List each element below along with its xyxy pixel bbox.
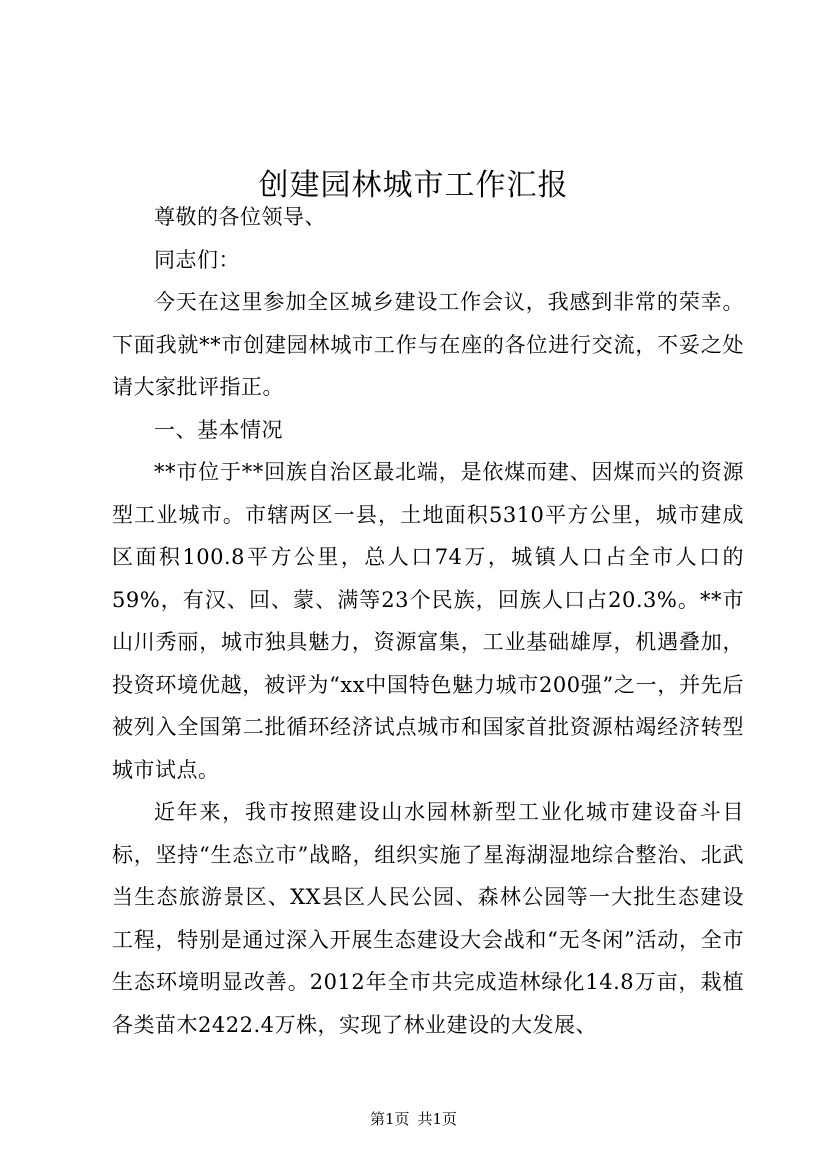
page-footer — [0, 1109, 827, 1129]
salutation-line-2: 同志们： — [154, 247, 240, 272]
basic-info-paragraph: **市位于**回族自治区最北端，是依煤而建、因煤而兴的资源型工业城市。市辖两区一县，土地面积5310平方公里，城市建成区面积100.8平方公里，总人口74万，城镇人口占全市人口的59%，有汉、回、蒙、满等23个民族，回族人口占20.3%。**市山川秀丽，城市独具魅力，资源富集，工业基础雄厚，机遇叠加，投资环境优越，被评为“xx中国特色魅力城市200强”之一，并先后被列入全国第二批循环经济试点城市和国家首批资源枯竭经济转型城市试点。 — [112, 460, 744, 782]
recent-years-paragraph: 近年来，我市按照建设山水园林新型工业化城市建设奋斗目标，坚持“生态立市”战略，组织实施了星海湖湿地综合整治、北武当生态旅游景区、XX县区人民公园、森林公园等一大批生态建设工程，特别是通过深入开展生态建设大会战和“无冬闲”活动，全市生态环境明显改善。2012年全市共完成造林绿化14.8万亩，栽植各类苗木2422.4万株，实现了林业建设的大发展、 — [112, 800, 744, 1037]
document-body — [112, 196, 744, 1046]
salutation-line-1: 尊敬的各位领导、 — [154, 205, 326, 229]
section-heading: 一、基本情况 — [154, 417, 283, 442]
page-number: 第1页 — [369, 1110, 410, 1128]
intro-paragraph: 今天在这里参加全区城乡建设工作会议，我感到非常的荣幸。下面我就**市创建园林城市工作与在座的各位进行交流，不妥之处请大家批评指正。 — [112, 290, 744, 399]
page-total: 共1页 — [417, 1110, 458, 1128]
document-title: 创建园林城市工作汇报 — [258, 168, 569, 204]
